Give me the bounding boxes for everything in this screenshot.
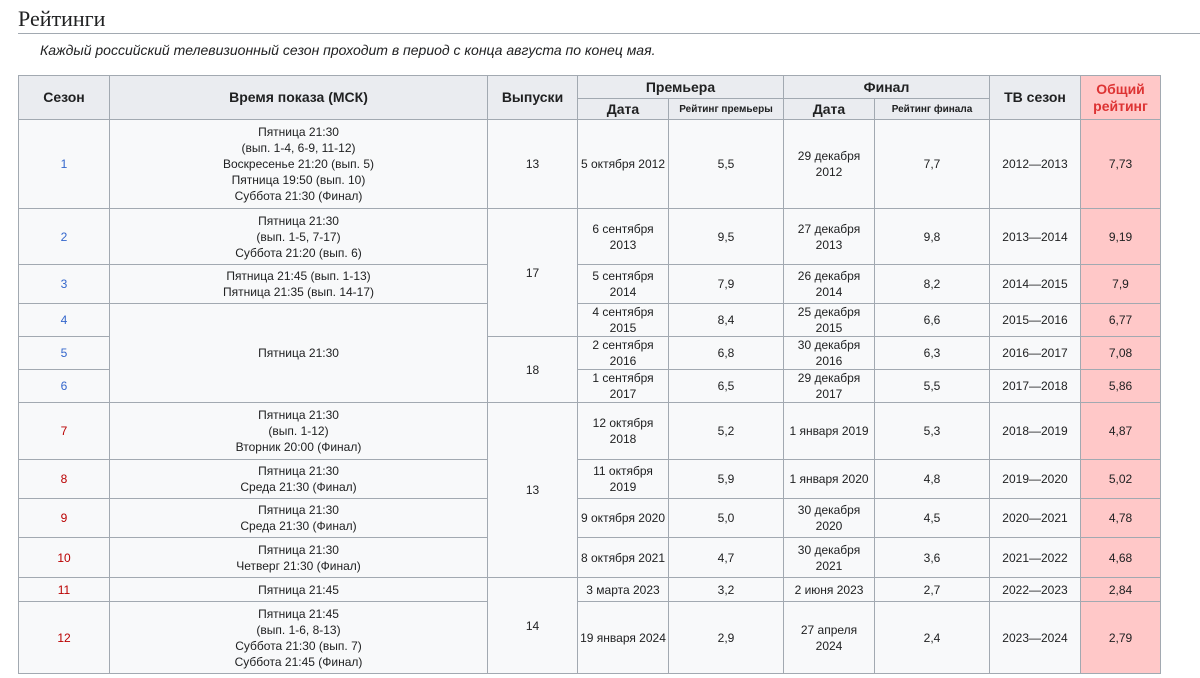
header-episodes: Выпуски	[488, 76, 578, 120]
finale-date-cell	[784, 209, 875, 265]
airtime-cell	[110, 265, 488, 304]
cell-line: 3 марта 2023	[586, 582, 660, 597]
tv-season-cell: 2013—2014	[990, 209, 1081, 265]
cell-line: 8 октября 2021	[581, 550, 665, 565]
total-rating-cell: 7,73	[1081, 120, 1161, 209]
cell-line: Среда 21:30 (Финал)	[240, 519, 357, 533]
cell-line: 27 апреля 2024	[800, 622, 858, 653]
total-rating-cell: 6,77	[1081, 304, 1161, 337]
season-number-cell	[19, 538, 110, 578]
cell-line: 2017	[815, 387, 843, 401]
finale-rating-cell: 4,5	[875, 499, 990, 538]
finale-rating-cell: 3,6	[875, 538, 990, 578]
premiere-date-cell	[578, 460, 669, 499]
finale-rating-cell: 2,7	[875, 578, 990, 602]
cell-line: Суббота 21:45 (Финал)	[234, 654, 363, 669]
table-row	[19, 602, 1161, 674]
table-row	[19, 538, 1161, 578]
cell-line: Пятница 21:45 (вып. 1-13)	[226, 269, 371, 283]
cell-line: Пятница 21:30	[258, 213, 339, 228]
cell-line: Среда 21:30 (Финал)	[240, 480, 357, 494]
cell-line: 2021	[815, 558, 843, 573]
finale-rating-cell: 9,8	[875, 209, 990, 265]
season-link[interactable]: 2	[60, 229, 68, 244]
tv-season-cell: 2018—2019	[990, 403, 1081, 460]
cell-line: Пятница 21:30	[258, 464, 339, 478]
cell-line: Пятница 21:30	[258, 503, 339, 517]
table-row	[19, 460, 1161, 499]
table-row	[19, 265, 1161, 304]
premiere-date-cell	[578, 602, 669, 674]
cell-line: 25 декабря	[797, 305, 861, 319]
episodes-cell: 14	[488, 578, 578, 674]
cell-line: (вып. 1-6, 8-13)	[256, 622, 341, 637]
season-number-cell	[19, 460, 110, 499]
airtime-cell	[110, 120, 488, 209]
episodes-cell: 13	[488, 120, 578, 209]
cell-line: 30 декабря	[797, 503, 861, 517]
premiere-date-cell	[578, 337, 669, 370]
cell-line: 2014	[609, 285, 637, 299]
finale-rating-cell: 2,4	[875, 602, 990, 674]
cell-line: Пятница 21:45	[258, 606, 339, 621]
episodes-cell: 17	[488, 209, 578, 337]
total-rating-cell: 2,84	[1081, 578, 1161, 602]
finale-date-cell	[784, 460, 875, 499]
finale-date-cell	[784, 602, 875, 674]
premiere-rating-cell: 7,9	[669, 265, 784, 304]
finale-date-cell	[784, 538, 875, 578]
airtime-cell	[110, 209, 488, 265]
header-total-rating: Общий рейтинг	[1081, 76, 1161, 120]
table-row	[19, 578, 1161, 602]
cell-line: Пятница 21:45	[258, 582, 339, 597]
tv-season-cell: 2017—2018	[990, 370, 1081, 403]
finale-rating-cell: 6,6	[875, 304, 990, 337]
premiere-date-cell	[578, 209, 669, 265]
finale-date-cell	[784, 499, 875, 538]
season-number-cell	[19, 602, 110, 674]
season-link[interactable]: 5	[60, 346, 68, 360]
cell-line: 27 декабря	[797, 221, 861, 236]
cell-line: 5 сентября	[592, 269, 654, 283]
finale-rating-cell: 4,8	[875, 460, 990, 499]
header-finale-rating: Рейтинг финала	[875, 99, 990, 120]
season-link[interactable]: 3	[60, 277, 68, 291]
premiere-rating-cell: 5,2	[669, 403, 784, 460]
finale-rating-cell: 8,2	[875, 265, 990, 304]
total-rating-cell: 4,87	[1081, 403, 1161, 460]
cell-line: 2013	[815, 237, 843, 252]
premiere-rating-cell: 6,8	[669, 337, 784, 370]
ratings-table	[18, 75, 1161, 674]
cell-line: 2 сентября	[592, 338, 654, 352]
cell-line: 2015	[815, 321, 843, 335]
cell-line: 2017	[609, 387, 637, 401]
cell-line: 30 декабря	[797, 542, 861, 557]
table-row	[19, 120, 1161, 209]
cell-line: 6 сентября	[592, 221, 654, 236]
tv-season-cell: 2020—2021	[990, 499, 1081, 538]
cell-line: 1 сентября	[592, 371, 654, 385]
premiere-date-cell	[578, 403, 669, 460]
finale-date-cell	[784, 403, 875, 460]
cell-line: 29 декабря	[797, 371, 861, 385]
finale-rating-cell: 6,3	[875, 337, 990, 370]
finale-rating-cell: 7,7	[875, 120, 990, 209]
season-number-cell	[19, 337, 110, 370]
airtime-cell	[110, 304, 488, 403]
total-rating-cell: 5,86	[1081, 370, 1161, 403]
season-number-cell	[19, 120, 110, 209]
airtime-cell	[110, 460, 488, 499]
header-tv-season: ТВ сезон	[990, 76, 1081, 120]
table-row	[19, 499, 1161, 538]
header-finale-date: Дата	[784, 99, 875, 120]
premiere-rating-cell: 5,0	[669, 499, 784, 538]
cell-line: 2014	[815, 285, 843, 299]
premiere-date-cell	[578, 265, 669, 304]
premiere-rating-cell: 4,7	[669, 538, 784, 578]
cell-line: 5 октября 2012	[581, 157, 665, 171]
finale-date-cell	[784, 370, 875, 403]
cell-line: 30 декабря	[797, 338, 861, 352]
season-link[interactable]: 4	[60, 313, 68, 327]
finale-rating-cell: 5,3	[875, 403, 990, 460]
season-number-cell	[19, 403, 110, 460]
season-link[interactable]: 12	[57, 630, 71, 645]
tv-season-cell: 2012—2013	[990, 120, 1081, 209]
tv-season-cell: 2016—2017	[990, 337, 1081, 370]
cell-line: 2020	[815, 519, 843, 533]
cell-line: Вторник 20:00 (Финал)	[235, 440, 362, 454]
season-link[interactable]: 10	[57, 550, 71, 565]
season-number-cell	[19, 265, 110, 304]
header-premiere-rating: Рейтинг премьеры	[669, 99, 784, 120]
cell-line: 2016	[609, 354, 637, 368]
cell-line: Пятница 21:30	[258, 542, 339, 557]
cell-line: Суббота 21:30 (вып. 7)	[235, 638, 362, 653]
season-number-cell	[19, 578, 110, 602]
cell-line: 2012	[815, 165, 843, 179]
total-rating-cell: 7,9	[1081, 265, 1161, 304]
cell-line: 2015	[609, 321, 637, 335]
total-rating-cell: 9,19	[1081, 209, 1161, 265]
cell-line: 26 декабря	[797, 269, 861, 283]
cell-line: 12 октября 2018	[592, 416, 654, 446]
section-heading: Рейтинги	[18, 4, 1200, 34]
table-row	[19, 209, 1161, 265]
cell-line: 19 января 2024	[580, 630, 666, 645]
premiere-date-cell	[578, 304, 669, 337]
season-number-cell	[19, 499, 110, 538]
premiere-rating-cell: 9,5	[669, 209, 784, 265]
cell-line: Пятница 21:35 (вып. 14-17)	[222, 285, 375, 299]
cell-line: Суббота 21:20 (вып. 6)	[235, 245, 362, 260]
episodes-cell: 13	[488, 403, 578, 578]
finale-date-cell	[784, 578, 875, 602]
table-row	[19, 304, 1161, 337]
cell-line: Четверг 21:30 (Финал)	[236, 558, 361, 573]
premiere-rating-cell: 3,2	[669, 578, 784, 602]
finale-date-cell	[784, 120, 875, 209]
cell-line: 4 сентября	[592, 305, 654, 319]
cell-line: Пятница 19:50 (вып. 10)	[231, 173, 366, 187]
premiere-rating-cell: 6,5	[669, 370, 784, 403]
cell-line: 9 октября 2020	[581, 511, 665, 525]
finale-rating-cell: 5,5	[875, 370, 990, 403]
header-premiere: Премьера	[578, 76, 784, 99]
finale-date-cell	[784, 337, 875, 370]
tv-season-cell: 2023—2024	[990, 602, 1081, 674]
cell-line: (вып. 1-4, 6-9, 11-12)	[241, 141, 356, 155]
episodes-cell: 18	[488, 337, 578, 403]
tv-season-cell: 2022—2023	[990, 578, 1081, 602]
premiere-date-cell	[578, 499, 669, 538]
cell-line: (вып. 1-5, 7-17)	[256, 229, 341, 244]
header-finale: Финал	[784, 76, 990, 99]
premiere-rating-cell: 5,9	[669, 460, 784, 499]
tv-season-cell: 2021—2022	[990, 538, 1081, 578]
tv-season-cell: 2015—2016	[990, 304, 1081, 337]
finale-date-cell	[784, 304, 875, 337]
premiere-date-cell	[578, 370, 669, 403]
airtime-cell	[110, 403, 488, 460]
hatnote: Каждый российский телевизионный сезон проходит в период с конца августа по конец мая.	[40, 42, 656, 58]
tv-season-cell: 2014—2015	[990, 265, 1081, 304]
cell-line: Суббота 21:30 (Финал)	[234, 189, 363, 203]
total-rating-cell: 7,08	[1081, 337, 1161, 370]
total-rating-cell: 2,79	[1081, 602, 1161, 674]
season-link[interactable]: 9	[60, 511, 68, 525]
premiere-date-cell	[578, 120, 669, 209]
airtime-cell	[110, 499, 488, 538]
cell-line: 11 октября 2019	[593, 464, 653, 494]
cell-line: 2 июня 2023	[794, 582, 864, 597]
cell-line: 1 января 2020	[789, 472, 869, 486]
cell-line: Пятница 21:30	[258, 346, 339, 360]
tv-season-cell: 2019—2020	[990, 460, 1081, 499]
finale-date-cell	[784, 265, 875, 304]
table-row	[19, 403, 1161, 460]
ratings-table-body	[19, 120, 1161, 674]
header-airtime: Время показа (МСК)	[110, 76, 488, 120]
airtime-cell	[110, 578, 488, 602]
total-rating-cell: 4,78	[1081, 499, 1161, 538]
cell-line: 29 декабря	[797, 149, 861, 163]
cell-line: Пятница 21:30	[258, 125, 339, 139]
season-link[interactable]: 7	[60, 424, 68, 438]
premiere-date-cell	[578, 578, 669, 602]
season-link[interactable]: 11	[57, 582, 71, 597]
premiere-rating-cell: 8,4	[669, 304, 784, 337]
cell-line: 2013	[609, 237, 637, 252]
season-number-cell	[19, 370, 110, 403]
cell-line: Пятница 21:30	[258, 408, 339, 422]
premiere-date-cell	[578, 538, 669, 578]
season-link[interactable]: 1	[60, 157, 68, 171]
cell-line: Воскресенье 21:20 (вып. 5)	[222, 157, 375, 171]
total-rating-cell: 5,02	[1081, 460, 1161, 499]
header-premiere-date: Дата	[578, 99, 669, 120]
cell-line: 2016	[815, 354, 843, 368]
airtime-cell	[110, 602, 488, 674]
cell-line: 1 января 2019	[789, 424, 869, 438]
cell-line: (вып. 1-12)	[268, 424, 329, 438]
season-number-cell	[19, 209, 110, 265]
season-link[interactable]: 8	[60, 472, 68, 486]
premiere-rating-cell: 5,5	[669, 120, 784, 209]
header-season: Сезон	[19, 76, 110, 120]
season-link[interactable]: 6	[60, 379, 68, 393]
airtime-cell	[110, 538, 488, 578]
total-rating-cell: 4,68	[1081, 538, 1161, 578]
season-number-cell	[19, 304, 110, 337]
premiere-rating-cell: 2,9	[669, 602, 784, 674]
